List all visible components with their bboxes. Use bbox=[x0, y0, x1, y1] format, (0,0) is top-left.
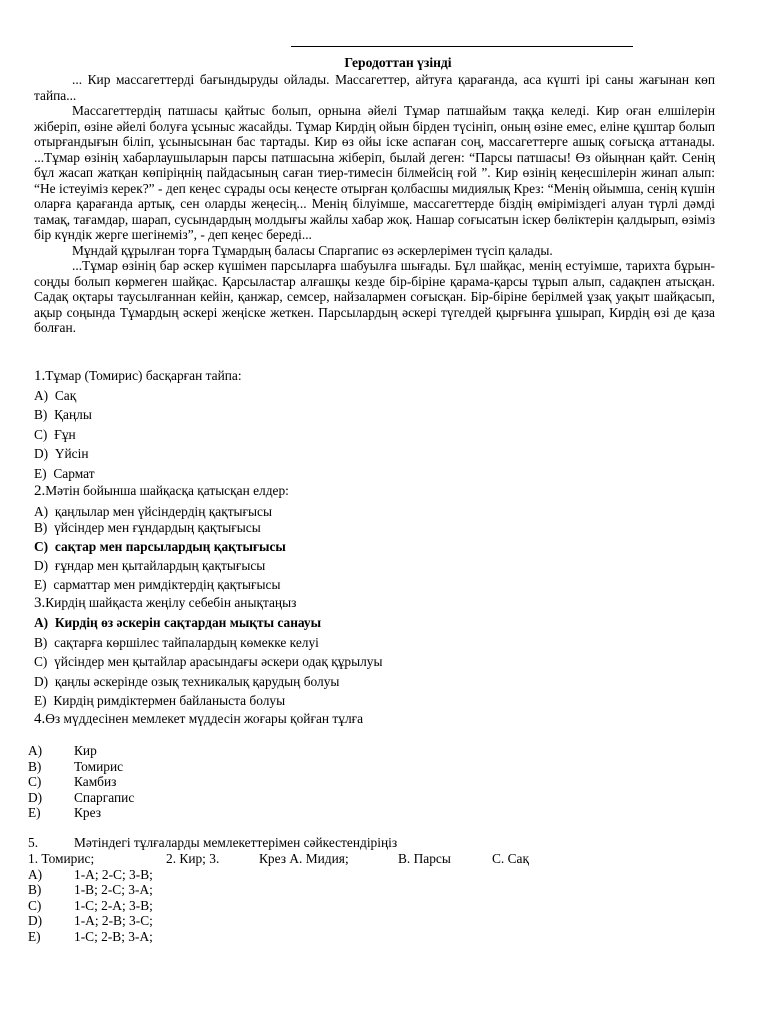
q3-option-b: B) сақтарға көршілес тайпалардың көмекке келуі bbox=[34, 635, 319, 650]
match-line: 1. Томирис; 2. Кир; 3. Крез А. Мидия; В. Парсы С. Сақ bbox=[28, 850, 530, 866]
q4-option-d: D) Спаргапис bbox=[28, 789, 135, 805]
paragraph: ...Тұмар өзінің бар әскер күшімен парсыларға шабуылға шығады. Бұл шайқас, менің естуімше, тарихта бұрын-соңды болып көрмеген шайқас. Қарсыластар алғашқы кезде бір-біріне қарама-қарсы тұрып алып, садақпен атысқан. Садақ оқтары таусылғаннан кейін, қанжар, семсер, найзалармен соғысқан. Бір-біріне берілмей ұзақ уақыт шайқасып, ақыр соңында Тұмардың әскері жеңіске жеткен. Парсылардың әскері түгелдей қырғынға ұшырап, Кирдің өзі де қаза болған. bbox=[34, 258, 715, 335]
q3-option-a: A) Кирдің өз әскерін сақтардан мықты санауы bbox=[34, 615, 322, 630]
q2-option-e: E) сарматтар мен римдіктердің қақтығысы bbox=[34, 577, 281, 592]
q4-options bbox=[28, 743, 728, 821]
q1-option-d: D) Үйсін bbox=[34, 446, 89, 461]
q4-option-c: C) Камбиз bbox=[28, 774, 117, 790]
question-number: 2. bbox=[34, 483, 46, 499]
q1-option-b: B) Қаңлы bbox=[34, 407, 92, 422]
q3-option-e: E) Кирдің римдіктермен байланыста болуы bbox=[34, 693, 286, 708]
q4-option-a: A) Кир bbox=[28, 743, 97, 758]
q3-option-d: D) қаңлы әскерінде озық техникалық қарудың болуы bbox=[34, 674, 340, 689]
question-4 bbox=[34, 711, 734, 728]
paragraph: Массагеттердің патшасы қайтыс болып, орнына әйелі Тұмар патшайым таққа келеді. Кир оған елшілерін жіберіп, өзіне әйелі болуға ұсыныс жасайды. Тұмар Кирдің ойын бірден түсініп, оның өзіне емес, еліне құштар болып отырғандығын біліп, ұсынысынан бас тартады. Кир өз ойы іске аспаған соң, массагеттерге ашық соғысқа аттанады. ...Тұмар өзінің хабарлаушыларын парсы патшасына жіберіп, былай деген: “Парсы патшасы! Өз ойыңнан қайт. Сенің бұл жасап жатқан көпіріңнің пайдасының саған тиер-тимесін білмейсің ғой ”. Кир өзінің кеңесшілерін жинап алып: “Не істеуіміз керек?” - деп кеңес сұрады осы кеңесте отырған қолбасшы мидиялық Крез: “Менің ойымша, сенің күшін оларға қарағанда артық, сен оларды жеңесің... Менің білуімше, массагеттерде біздің өміріміздегі алуан түрлі дәмді тамақ, тағамдар, шарап, сусындардың молдығы жайлы хабар жоқ. Нашар соғысатын іскер бөліктерін қалдырып, өзіміз бір күндік жерге шегінеміз”, - деп кеңес береді... bbox=[34, 103, 715, 242]
q3-option-c: C) үйсіндер мен қытайлар арасындағы әскери одақ құрылуы bbox=[34, 654, 383, 669]
paragraph: ... Кир массагеттерді бағындыруды ойлады. Массагеттер, айтуға қарағанда, аса күшті ірі саны жағынан көп тайпа... bbox=[34, 72, 715, 103]
q1-option-e: E) Сармат bbox=[34, 466, 95, 481]
q2-option-a: A) қаңлылар мен үйсіндердің қақтығысы bbox=[34, 504, 272, 519]
page-title: Геродоттан үзінді bbox=[344, 55, 452, 70]
q1-option-a: A) Сақ bbox=[34, 388, 77, 403]
q2-option-b: B) үйсіндер мен ғұндардың қақтығысы bbox=[34, 520, 261, 535]
question-3 bbox=[34, 595, 734, 612]
question-number: 4. bbox=[34, 711, 46, 727]
q2-option-c: C) сақтар мен парсылардың қақтығысы bbox=[34, 539, 286, 554]
question-text: Тұмар (Томирис) басқарған тайпа: bbox=[45, 368, 242, 383]
q2-option-d: D) ғұндар мен қытайлардың қақтығысы bbox=[34, 558, 266, 573]
question-number: 3. bbox=[34, 595, 46, 611]
question-number: 1. bbox=[34, 368, 46, 384]
q4-option-b: B) Томирис bbox=[28, 758, 124, 774]
question-text: Кирдің шайқаста жеңілу себебін анықтаңыз bbox=[45, 595, 297, 610]
question-text: Өз мүддесінен мемлекет мүддесін жоғары қойған тұлға bbox=[45, 711, 364, 726]
question-text: Мәтін бойынша шайқасқа қатысқан елдер: bbox=[45, 483, 289, 498]
q5-option-e: E) 1-C; 2-B; 3-A; bbox=[28, 928, 153, 944]
q5-option-d: D) 1-A; 2-B; 3-C; bbox=[28, 913, 153, 929]
question-1 bbox=[34, 368, 734, 385]
source-text bbox=[34, 72, 715, 336]
question-2 bbox=[34, 483, 734, 500]
q1-option-c: C) Ғұн bbox=[34, 427, 76, 442]
question-5 bbox=[28, 835, 728, 945]
q5-option-b: B) 1-B; 2-C; 3-A; bbox=[28, 882, 153, 898]
question-5-title: 5. Мәтіндегі тұлғаларды мемлекеттерімен сәйкестендіріңіз bbox=[28, 835, 398, 850]
top-rule bbox=[291, 46, 633, 47]
q5-option-c: C) 1-C; 2-A; 3-B; bbox=[28, 897, 153, 913]
paragraph: Мұндай құрылған торға Тұмардың баласы Спаргапис өз әскерлерімен түсіп қалады. bbox=[72, 242, 553, 258]
q5-option-a: A) 1-A; 2-C; 3-B; bbox=[28, 866, 153, 882]
q4-option-e: E) Крез bbox=[28, 805, 102, 821]
